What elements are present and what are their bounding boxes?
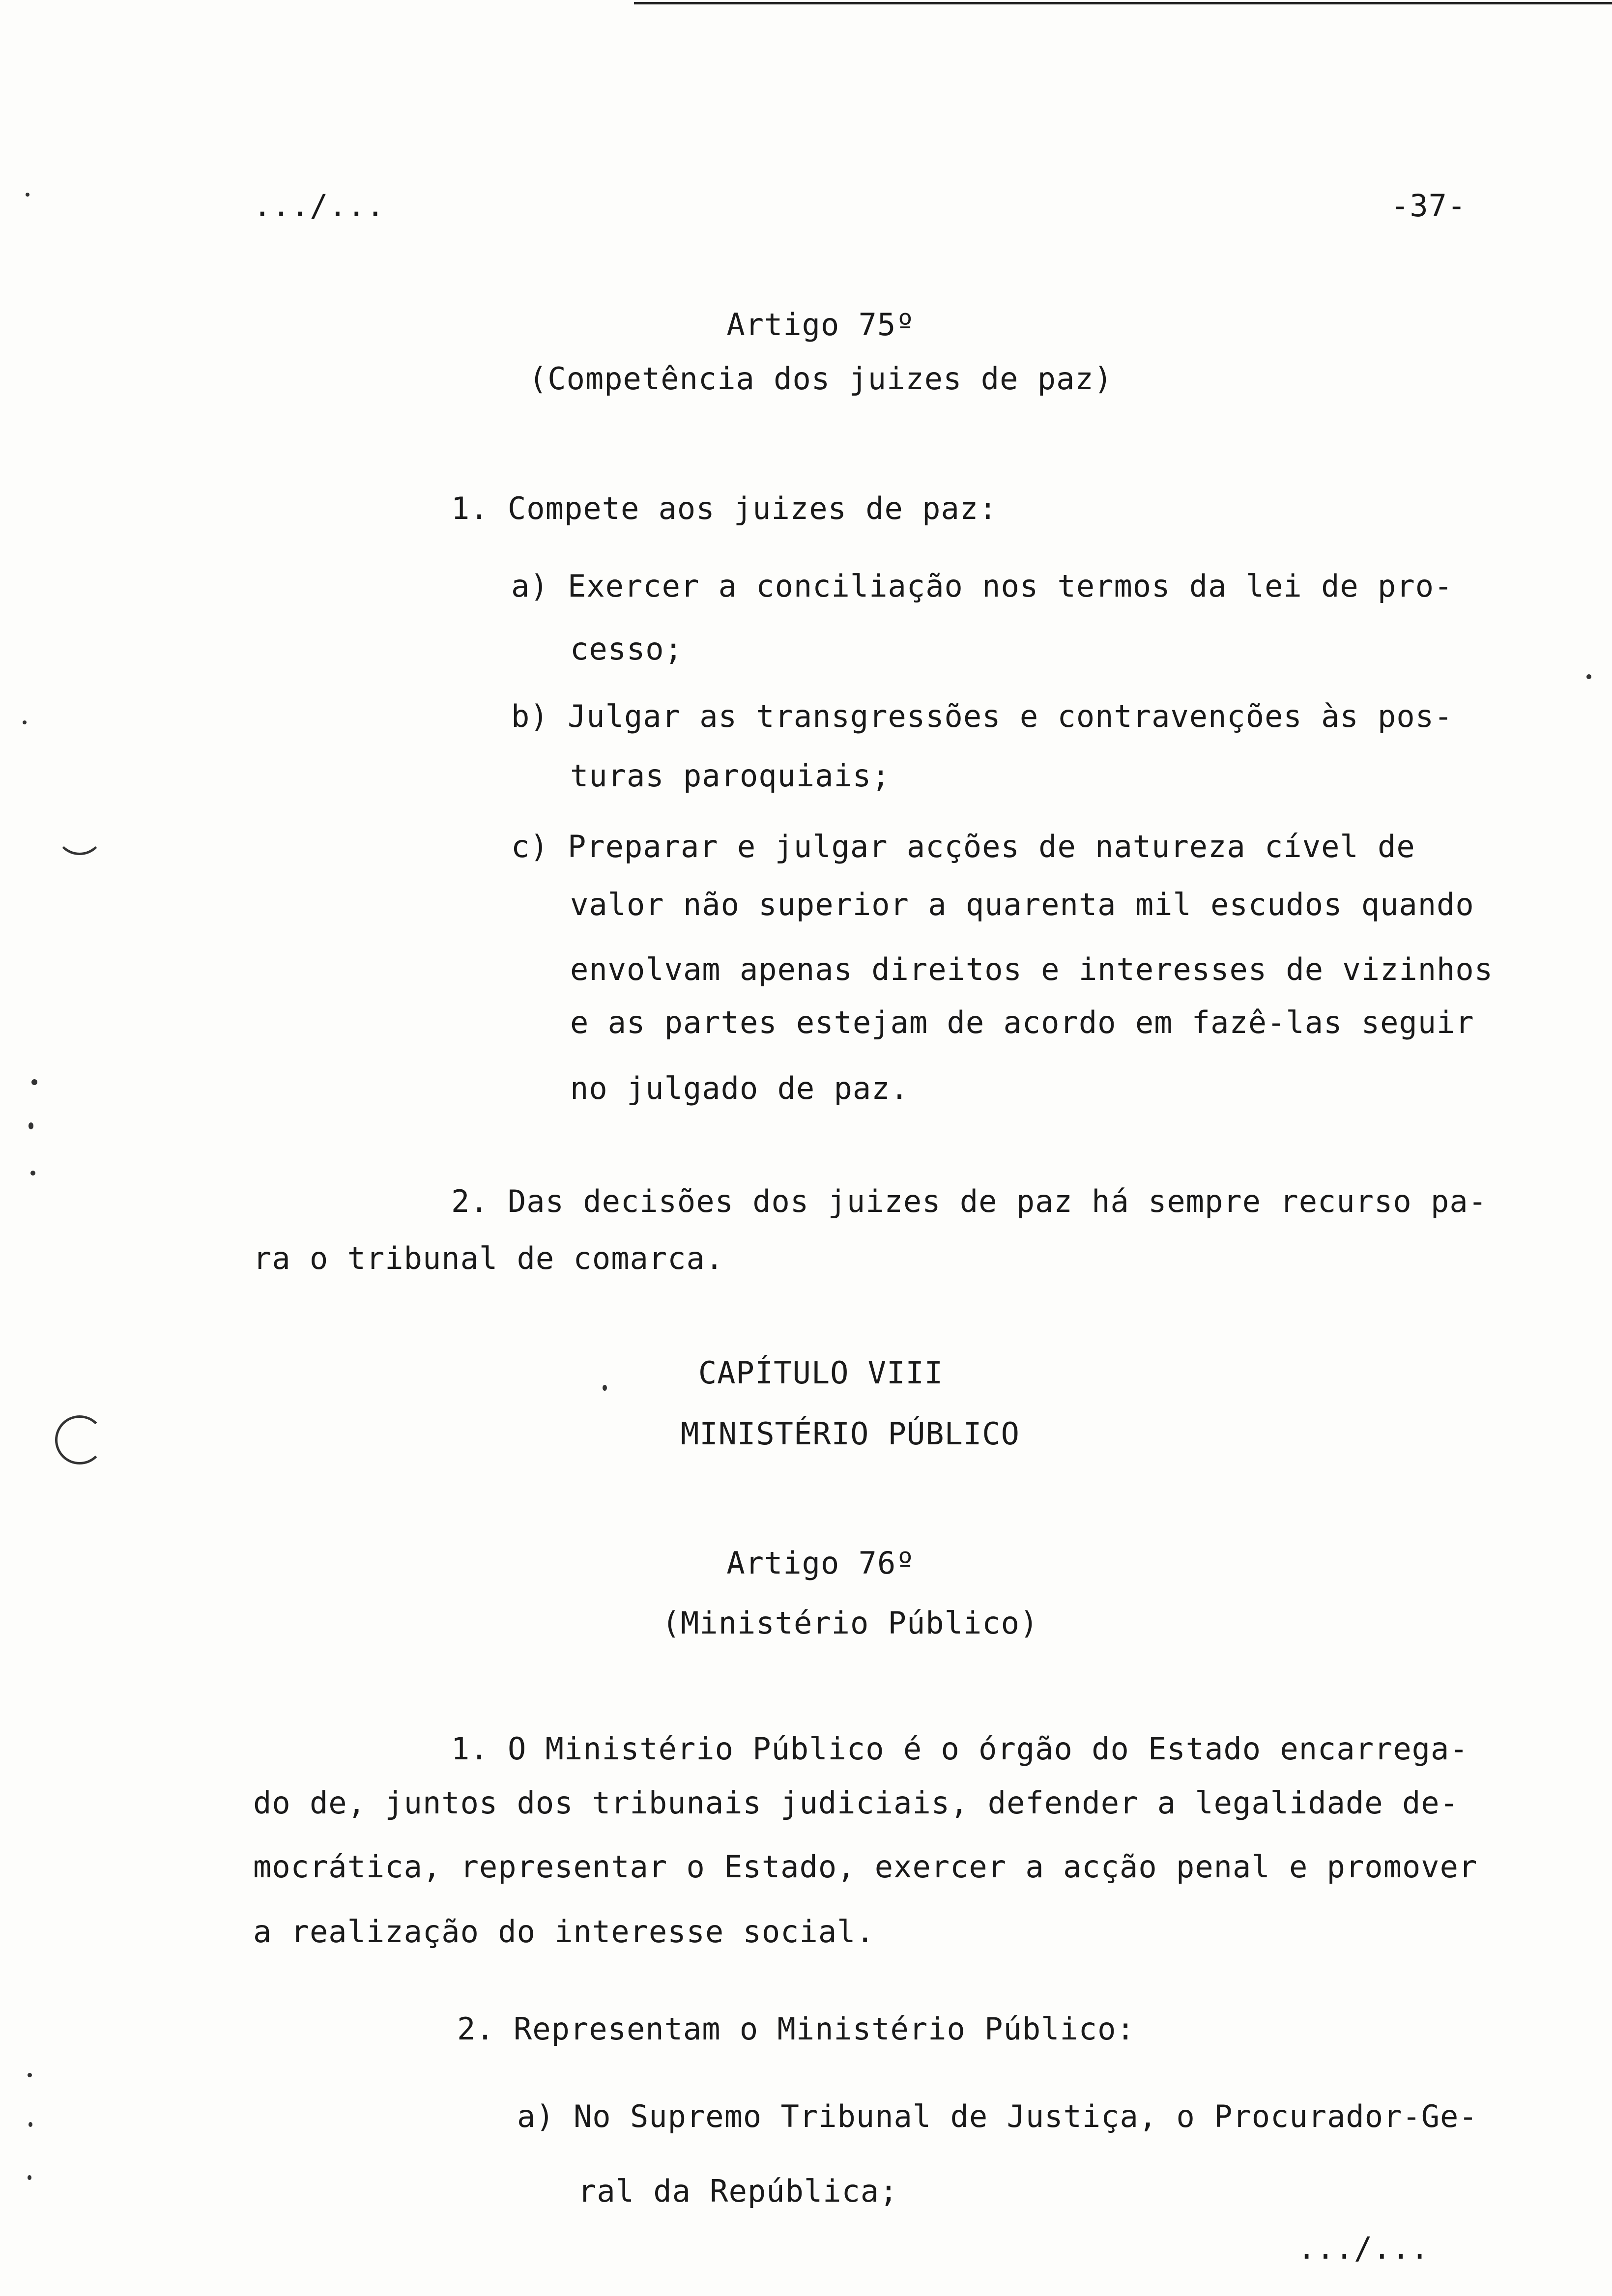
chapter-title: CAPÍTULO VIII [698,1355,944,1391]
article-76-paragraph-2-intro: 2. Representam o Ministério Público: [457,2011,1135,2047]
continues-marker: .../... [1297,2230,1430,2266]
article-75-paragraph-1-intro: 1. Compete aos juizes de paz: [451,490,998,526]
article-76-paragraph-1-line-3: mocrática, representar o Estado, exercer a acção penal e promover [253,1849,1478,1885]
article-75-item-c-line-3: envolvam apenas direitos e interesses de vizinhos [570,951,1494,987]
article-75-item-b-line-1: b) Julgar as transgressões e contravenções às pos- [511,698,1453,734]
article-75-item-a-line-2: cesso; [570,631,683,667]
continued-from-marker: .../... [253,188,385,224]
article-75-item-b-line-2: turas paroquiais; [570,758,891,794]
article-75-item-c-line-1: c) Preparar e julgar acções de natureza cível de [511,829,1415,864]
article-76-item-a-line-2: ral da República; [578,2173,898,2209]
scan-speck [603,1385,607,1391]
article-75-item-c-line-2: valor não superior a quarenta mil escudos quando [570,887,1474,922]
article-76-paragraph-1-line-1: 1. O Ministério Público é o órgão do Estado encarrega- [451,1731,1468,1767]
article-75-paragraph-2-line-1: 2. Das decisões dos juizes de paz há sempre recurso pa- [451,1183,1487,1219]
article-76-paragraph-1-line-4: a realização do interesse social. [253,1914,875,1950]
scan-speck [1586,674,1591,679]
article-75-item-c-line-5: no julgado de paz. [570,1070,909,1106]
binding-hole-mark [55,1415,104,1464]
article-75-heading: Artigo 75º [726,307,915,343]
article-75-subtitle: (Competência dos juizes de paz) [528,361,1113,397]
binding-hole-mark [55,806,104,855]
scan-speck [31,1079,37,1085]
article-76-item-a-line-1: a) No Supremo Tribunal de Justiça, o Procurador-Ge- [517,2098,1478,2134]
article-75-item-a-line-1: a) Exercer a conciliação nos termos da lei de pro- [511,568,1453,604]
article-76-heading: Artigo 76º [726,1545,915,1581]
scan-speck [29,1122,33,1129]
article-75-item-c-line-4: e as partes estejam de acordo em fazê-las seguir [570,1004,1474,1040]
page-number: -37- [1391,188,1467,224]
scan-speck [28,2175,31,2180]
scan-speck [23,720,27,724]
chapter-name: MINISTÉRIO PÚBLICO [681,1416,1020,1452]
scan-speck [29,2122,32,2127]
top-rule [634,2,1612,4]
article-75-paragraph-2-line-2: ra o tribunal de comarca. [253,1240,724,1276]
article-76-paragraph-1-line-2: do de, juntos dos tribunais judiciais, defender a legalidade de- [253,1785,1459,1821]
scan-speck [30,1171,35,1176]
scan-speck [26,193,29,197]
scan-speck [28,2073,32,2077]
article-76-subtitle: (Ministério Público) [662,1605,1039,1641]
